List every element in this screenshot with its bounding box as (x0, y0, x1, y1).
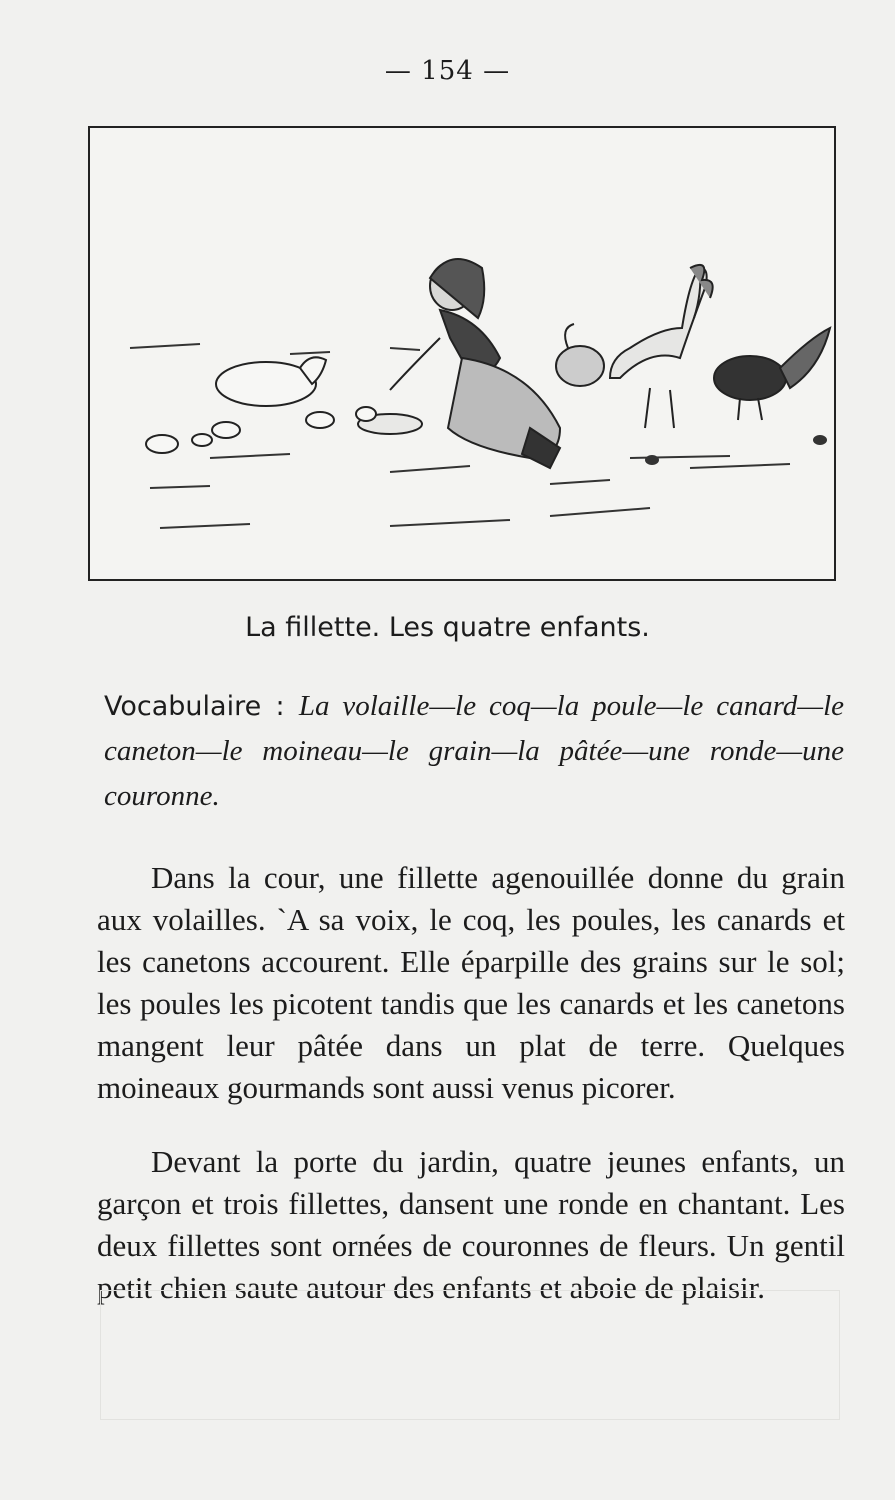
page-number: — 154 — (384, 56, 511, 86)
vocabulary-words: La volaille—le coq—la poule—le canard—le caneton—le moineau—le grain—la pâtée—une ronde—une couronne. (104, 690, 844, 812)
paragraph-2: Devant la porte du jardin, quatre jeunes enfants, un garçon et trois fillettes, dansent une ronde en chantant. Les deux fillettes sont ornées de couronnes de fleurs. Un gentil petit chien saute autour des enfants et aboie de plaisir. (97, 1144, 845, 1305)
illustration-caption: La fillette. Les quatre enfants. (245, 612, 650, 643)
farmyard-illustration (90, 128, 834, 579)
vocabulary-section (104, 684, 844, 819)
paragraph-1: Dans la cour, une fillette agenouillée donne du grain aux volailles. `A sa voix, le coq, les poules, les canards et les canetons accourent. Elle éparpille des grains sur le sol; les poules les picotent tandis que les canards et les canetons mangent leur pâtée dans un plat de terre. Quelques moineaux gourmands sont aussi venus picorer. (97, 860, 845, 1105)
show-through-frame (100, 1290, 840, 1420)
illustration-frame (88, 126, 836, 581)
vocabulary-label: Vocabulaire : (104, 691, 285, 722)
